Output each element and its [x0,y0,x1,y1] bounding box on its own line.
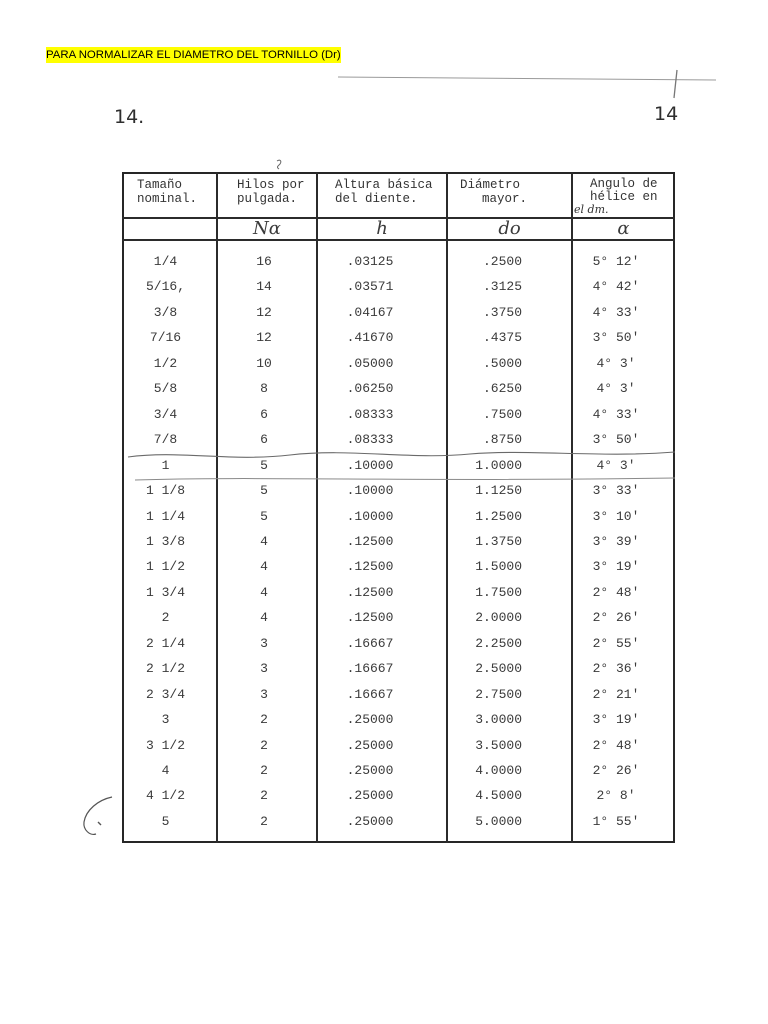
thread-depth-cell: .16667 [346,686,394,702]
nominal-size-cell: 2 3/4 [145,686,185,702]
helix-angle-cell: 2° 55' [592,635,640,651]
thread-depth-cell: .10000 [346,508,394,524]
nominal-size-cell: 1 1/4 [145,508,185,524]
page-number-right: 14 [654,103,679,125]
table-row [122,478,675,503]
major-diameter-cell: 1.5000 [475,559,522,575]
threads-per-inch-cell: 2 [260,737,268,753]
major-diameter-cell: 1.1250 [475,483,522,499]
nominal-size-cell: 1 3/4 [145,584,185,600]
helix-angle-cell: 1° 55' [592,813,640,829]
nominal-size-cell: 2 1/4 [145,635,185,651]
major-diameter-cell: 1.0000 [475,457,522,473]
thread-depth-cell: .04167 [346,304,394,320]
nominal-size-cell: 5/8 [153,381,178,397]
nominal-size-cell: 5 [161,813,170,829]
thread-depth-cell: .25000 [346,813,394,829]
helix-angle-cell: 2° 26' [592,610,640,626]
threads-per-inch-cell: 3 [260,635,268,651]
nominal-size-cell: 4 1/2 [145,788,185,804]
major-diameter-cell: .2500 [482,254,522,269]
nominal-size-cell: 7/16 [149,330,182,346]
threads-per-inch-cell: 2 [260,712,268,728]
threads-per-inch-cell: 14 [256,279,272,295]
helix-angle-cell: 5° 12' [592,254,640,269]
nominal-size-cell: 1 1/8 [145,483,185,499]
table-row [122,402,675,427]
helix-angle-cell: 2° 21' [592,686,640,702]
thread-depth-cell: .10000 [346,457,394,473]
table-row [122,758,675,783]
helix-angle-cell: 4° 3' [596,355,636,371]
major-diameter-cell: .5000 [482,355,522,371]
threads-per-inch-cell: 12 [256,304,272,320]
major-diameter-cell: .3125 [482,279,522,295]
thread-depth-cell: .25000 [346,788,394,804]
symbol-diameter: do [498,218,521,239]
threads-per-inch-cell: 6 [260,432,268,448]
threads-per-inch-cell: 5 [260,508,268,524]
helix-angle-cell: 2° 48' [592,737,640,753]
thread-depth-cell: .12500 [346,533,394,549]
header-line: Angulo de [590,177,658,191]
helix-angle-cell: 3° 10' [592,508,640,524]
thread-depth-cell: .25000 [346,763,394,778]
major-diameter-cell: .8750 [482,432,522,448]
threads-per-inch-cell: 10 [256,355,272,371]
nominal-size-cell: 2 [161,610,170,626]
threads-per-inch-cell: 6 [260,406,268,422]
header-helix-angle [590,178,658,203]
thread-depth-cell: .08333 [346,432,394,448]
header-major-diameter [460,179,527,206]
table-row [122,554,675,579]
helix-angle-cell: 3° 50' [592,432,640,448]
nominal-size-cell: 1 1/2 [145,559,185,575]
thread-depth-cell: .05000 [346,355,394,371]
table-row [122,809,675,834]
thread-depth-cell: .06250 [346,381,394,397]
nominal-size-cell: 3/4 [153,406,178,422]
threads-per-inch-cell: 2 [260,763,268,778]
thread-depth-cell: .16667 [346,635,394,651]
major-diameter-cell: .7500 [482,406,522,422]
thread-depth-cell: .10000 [346,483,394,499]
nominal-size-cell: 4 [161,763,170,778]
threads-per-inch-cell: 3 [260,686,268,702]
nominal-size-cell: 3 1/2 [145,737,185,753]
thread-depth-cell: .16667 [346,661,394,677]
thread-table [122,172,675,843]
header-threads-per-inch [237,179,305,206]
table-row [122,504,675,529]
threads-per-inch-cell: 2 [260,788,268,804]
major-diameter-cell: .6250 [482,381,522,397]
threads-per-inch-cell: 4 [260,584,268,600]
header-line: Tamaño [137,178,183,192]
helix-angle-cell: 4° 42' [592,279,640,295]
table-row [122,300,675,325]
nominal-size-cell: 1 [161,457,170,473]
table-row [122,453,675,478]
major-diameter-cell: .4375 [482,330,522,346]
thread-depth-cell: .25000 [346,737,394,753]
helix-angle-cell: 3° 39' [592,533,640,549]
thread-depth-cell: .03571 [346,279,394,295]
table-row [122,376,675,401]
nominal-size-cell: 3 [161,712,170,728]
document-title-highlight: PARA NORMALIZAR EL DIAMETRO DEL TORNILLO (Dr) [46,49,341,61]
major-diameter-cell: 4.0000 [475,763,522,778]
major-diameter-cell: 1.7500 [475,584,522,600]
threads-per-inch-cell: 5 [260,457,268,473]
table-row [122,427,675,452]
table-row [122,325,675,350]
threads-per-inch-cell: 3 [260,661,268,677]
threads-per-inch-cell: 4 [260,533,268,549]
major-diameter-cell: 4.5000 [475,788,522,804]
major-diameter-cell: 1.2500 [475,508,522,524]
major-diameter-cell: 3.5000 [475,737,522,753]
symbol-depth: h [376,218,388,239]
table-row [122,733,675,758]
header-nominal-size [137,179,197,206]
table-row [122,656,675,681]
header-thread-depth [335,179,433,206]
threads-per-inch-cell: 4 [260,610,268,626]
helix-angle-cell: 3° 33' [592,483,640,499]
major-diameter-cell: 2.0000 [475,610,522,626]
helix-angle-cell: 3° 19' [592,559,640,575]
table-row [122,580,675,605]
nominal-size-cell: 1/2 [153,355,178,371]
threads-per-inch-cell: 2 [260,813,268,829]
table-row [122,783,675,808]
major-diameter-cell: 5.0000 [475,813,522,829]
helix-angle-cell: 4° 33' [592,406,640,422]
helix-angle-cell: 2° 36' [592,661,640,677]
helix-angle-cell: 4° 3' [596,457,636,473]
helix-angle-cell: 2° 26' [592,763,640,778]
thread-depth-cell: .41670 [346,330,394,346]
header-line: Diámetro [460,178,521,192]
threads-per-inch-cell: 12 [256,330,272,346]
major-diameter-cell: 2.2500 [475,635,522,651]
table-row [122,351,675,376]
helix-angle-cell: 3° 50' [592,330,640,346]
nominal-size-cell: 2 1/2 [145,661,185,677]
nominal-size-cell: 3/8 [153,304,178,320]
helix-angle-cell: 4° 3' [596,381,636,397]
symbol-threads: Nα [253,218,281,239]
header-line: mayor. [482,191,528,206]
helix-angle-cell: 2° 48' [592,584,640,600]
major-diameter-cell: 2.5000 [475,661,522,677]
major-diameter-cell: .3750 [482,304,522,320]
table-row [122,631,675,656]
threads-per-inch-cell: 8 [260,381,268,397]
table-row [122,682,675,707]
table-row [122,274,675,299]
threads-per-inch-cell: 4 [260,559,268,575]
handwritten-header-note: el dm. [574,203,609,216]
major-diameter-cell: 1.3750 [475,533,522,549]
nominal-size-cell: 1/4 [153,254,178,269]
table-row [122,529,675,554]
thread-depth-cell: .25000 [346,712,394,728]
nominal-size-cell: 1 3/8 [145,533,185,549]
helix-angle-cell: 3° 19' [592,712,640,728]
thread-depth-cell: .08333 [346,406,394,422]
thread-depth-cell: .12500 [346,559,394,575]
table-row [122,605,675,630]
nominal-size-cell: 7/8 [153,432,178,448]
major-diameter-cell: 3.0000 [475,712,522,728]
table-row [122,707,675,732]
header-line: Altura básica [335,178,433,192]
helix-angle-cell: 4° 33' [592,304,640,320]
header-line: nominal. [137,191,198,206]
header-line: del diente. [335,191,418,206]
threads-per-inch-cell: 5 [260,483,268,499]
page-number-left: 14. [114,106,145,128]
header-line: Hilos por [237,178,305,192]
symbol-angle: α [617,218,630,239]
major-diameter-cell: 2.7500 [475,686,522,702]
thread-depth-cell: .12500 [346,610,394,626]
thread-depth-cell: .03125 [346,254,394,269]
nominal-size-cell: 5/16, [145,279,185,295]
table-row [122,249,675,274]
helix-angle-cell: 2° 8' [596,788,636,804]
threads-per-inch-cell: 16 [256,254,272,269]
header-line: hélice en [590,189,658,204]
header-line: pulgada. [237,191,298,206]
thread-depth-cell: .12500 [346,584,394,600]
